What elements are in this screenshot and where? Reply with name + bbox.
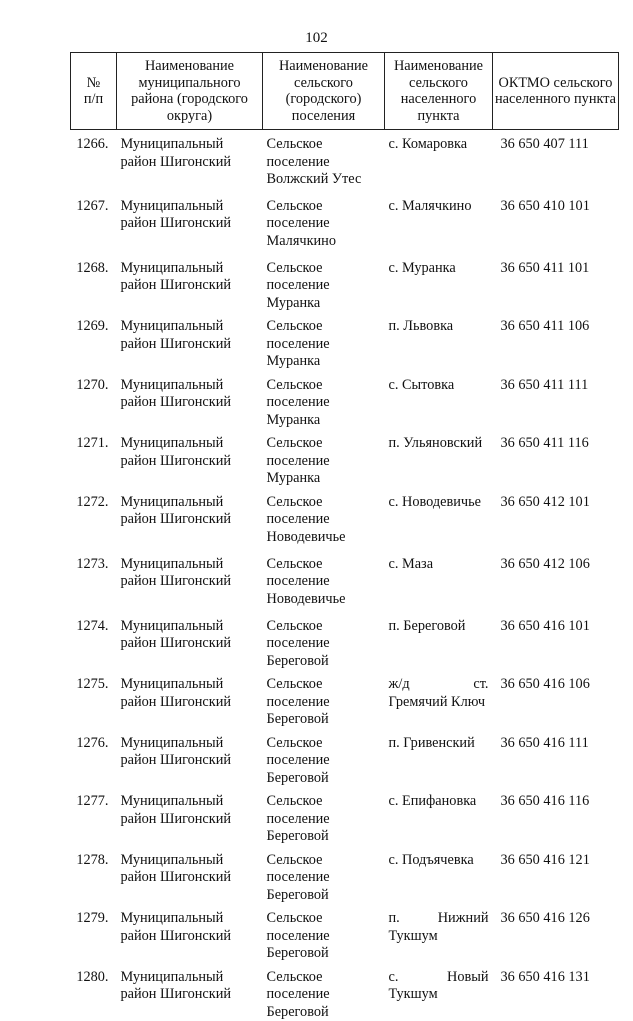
district-name: Муниципальный район Шигонский [117,254,263,313]
locality-name: п. Львовка [385,312,493,371]
table-row [71,729,619,788]
table-row [71,371,619,430]
table-row [71,904,619,963]
oktmo-code: 36 650 407 111 [493,130,619,192]
locality-name: с. Муранка [385,254,493,313]
district-name: Муниципальный район Шигонский [117,612,263,671]
settlement-name: Сельское поселение Береговой [263,729,385,788]
row-number: 1271. [71,429,117,488]
table-row [71,670,619,729]
header-row [71,53,619,130]
header-settlement: Наименование сельского (городского) поселения [263,53,385,130]
header-district: Наименование муниципального района (городского округа) [117,53,263,130]
oktmo-code: 36 650 411 116 [493,429,619,488]
row-number: 1266. [71,130,117,192]
oktmo-code: 36 650 416 116 [493,787,619,846]
locality-name: с. Епифановка [385,787,493,846]
table-row [71,130,619,192]
locality-name: п. Гривенский [385,729,493,788]
oktmo-code: 36 650 416 121 [493,846,619,905]
locality-name: с. Новый Тукшум [385,963,493,1021]
settlement-name: Сельское поселение Береговой [263,612,385,671]
district-name: Муниципальный район Шигонский [117,846,263,905]
table-row [71,612,619,671]
settlement-name: Сельское поселение Муранка [263,312,385,371]
row-number: 1278. [71,846,117,905]
locality-name: с. Маза [385,550,493,612]
locality-name: ж/д ст. Гремячий Ключ [385,670,493,729]
locality-name: с. Комаровка [385,130,493,192]
row-number: 1279. [71,904,117,963]
oktmo-code: 36 650 411 101 [493,254,619,313]
table-row [71,846,619,905]
header-number: № п/п [71,53,117,130]
locality-name: с. Сытовка [385,371,493,430]
settlement-name: Сельское поселение Новодевичье [263,550,385,612]
header-locality: Наименование сельского населенного пункта [385,53,493,130]
table-row [71,488,619,550]
settlements-table [70,52,619,1021]
row-number: 1268. [71,254,117,313]
district-name: Муниципальный район Шигонский [117,729,263,788]
table-header [71,53,619,130]
table-row [71,312,619,371]
settlement-name: Сельское поселение Муранка [263,429,385,488]
row-number: 1269. [71,312,117,371]
oktmo-code: 36 650 416 131 [493,963,619,1021]
oktmo-code: 36 650 416 111 [493,729,619,788]
oktmo-code: 36 650 416 106 [493,670,619,729]
settlement-name: Сельское поселение Береговой [263,904,385,963]
row-number: 1277. [71,787,117,846]
district-name: Муниципальный район Шигонский [117,130,263,192]
row-number: 1270. [71,371,117,430]
table-row [71,429,619,488]
settlement-name: Сельское поселение Волжский Утес [263,130,385,192]
table-body [71,130,619,1021]
district-name: Муниципальный район Шигонский [117,429,263,488]
settlement-name: Сельское поселение Новодевичье [263,488,385,550]
district-name: Муниципальный район Шигонский [117,904,263,963]
header-oktmo: ОКТМО сельского населенного пункта [493,53,619,130]
table-row [71,550,619,612]
row-number: 1272. [71,488,117,550]
district-name: Муниципальный район Шигонский [117,192,263,254]
table-row [71,254,619,313]
row-number: 1275. [71,670,117,729]
settlement-name: Сельское поселение Малячкино [263,192,385,254]
settlement-name: Сельское поселение Береговой [263,670,385,729]
locality-name: п. Нижний Тукшум [385,904,493,963]
district-name: Муниципальный район Шигонский [117,488,263,550]
table-row [71,192,619,254]
locality-name: с. Малячкино [385,192,493,254]
locality-name: с. Новодевичье [385,488,493,550]
district-name: Муниципальный район Шигонский [117,963,263,1021]
district-name: Муниципальный район Шигонский [117,550,263,612]
row-number: 1274. [71,612,117,671]
district-name: Муниципальный район Шигонский [117,371,263,430]
settlement-name: Сельское поселение Береговой [263,846,385,905]
page-number: 102 [0,30,633,47]
district-name: Муниципальный район Шигонский [117,312,263,371]
oktmo-code: 36 650 416 101 [493,612,619,671]
oktmo-code: 36 650 410 101 [493,192,619,254]
settlement-name: Сельское поселение Береговой [263,963,385,1021]
row-number: 1273. [71,550,117,612]
oktmo-code: 36 650 411 106 [493,312,619,371]
oktmo-code: 36 650 411 111 [493,371,619,430]
oktmo-code: 36 650 416 126 [493,904,619,963]
table-row [71,787,619,846]
row-number: 1280. [71,963,117,1021]
locality-name: п. Ульяновский [385,429,493,488]
oktmo-code: 36 650 412 106 [493,550,619,612]
settlement-name: Сельское поселение Муранка [263,254,385,313]
locality-name: с. Подъячевка [385,846,493,905]
row-number: 1276. [71,729,117,788]
row-number: 1267. [71,192,117,254]
district-name: Муниципальный район Шигонский [117,787,263,846]
table-row [71,963,619,1021]
settlement-name: Сельское поселение Береговой [263,787,385,846]
oktmo-code: 36 650 412 101 [493,488,619,550]
district-name: Муниципальный район Шигонский [117,670,263,729]
settlement-name: Сельское поселение Муранка [263,371,385,430]
locality-name: п. Береговой [385,612,493,671]
